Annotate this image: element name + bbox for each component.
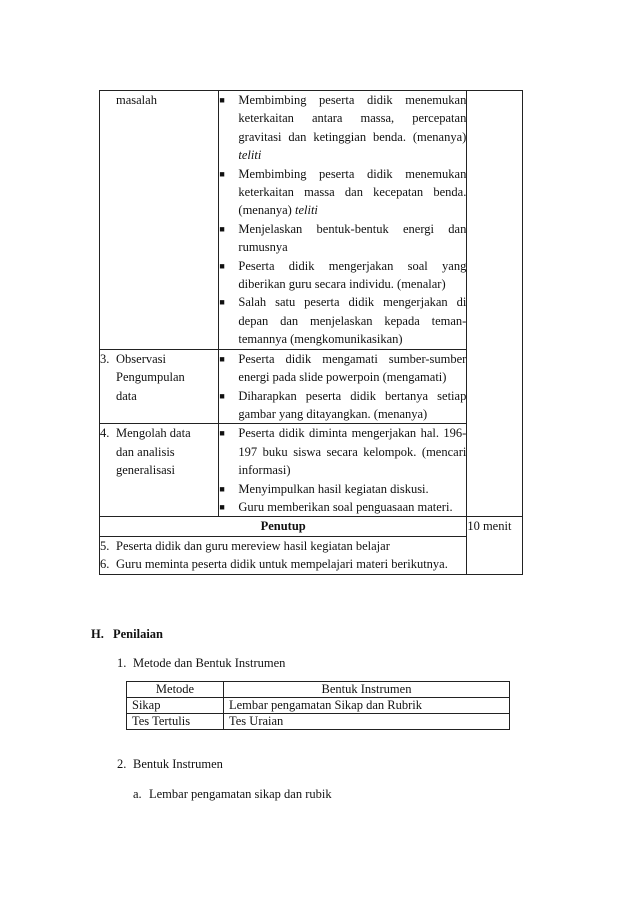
square-bullet-icon: ■ <box>219 390 225 401</box>
square-bullet-icon: ■ <box>219 168 225 179</box>
table-row-masalah <box>100 91 523 350</box>
stage-label: Observasi Pengumpulan data <box>116 351 185 403</box>
table-header-row <box>127 682 510 698</box>
table-row-mengolah-data <box>100 424 523 517</box>
table-cell: Tes Tertulis <box>127 714 224 730</box>
square-bullet-icon: ■ <box>219 297 225 308</box>
table-row <box>127 698 510 714</box>
square-bullet-icon: ■ <box>219 483 225 494</box>
activity-item: ■ Guru memberikan soal penguasaan materi. <box>219 498 466 516</box>
activities-cell <box>219 349 467 424</box>
column-header: Metode <box>127 682 224 698</box>
activities-cell <box>219 424 467 517</box>
square-bullet-icon: ■ <box>219 95 225 105</box>
stage-cell <box>100 91 219 350</box>
closing-item: 6. Guru meminta peserta didik untuk mempelajari materi berikutnya. <box>100 557 448 572</box>
stage-cell: 4. Mengolah data dan analisis generalisasi <box>100 424 219 517</box>
penutup-time: 10 menit <box>467 517 523 574</box>
square-bullet-icon: ■ <box>219 428 225 439</box>
activity-item: ■ Diharapkan peserta didik bertanya setiap gambar yang ditayangkan. (menanya) <box>219 387 466 424</box>
activity-item: ■ Peserta didik mengerjakan soal yang diberikan guru secara individu. (menalar) <box>219 257 466 294</box>
square-bullet-icon: ■ <box>219 223 225 234</box>
instrument-table <box>126 681 510 730</box>
activity-item: ■ Peserta didik mengamati sumber-sumber energi pada slide powerpoin (mengamati) <box>219 350 466 387</box>
square-bullet-icon: ■ <box>219 501 225 512</box>
table-cell: Tes Uraian <box>224 714 510 730</box>
square-bullet-icon: ■ <box>219 260 225 271</box>
subheading-lembar: a. Lembar pengamatan sikap dan rubik <box>133 787 332 801</box>
activities-cell <box>219 91 467 350</box>
activity-item: ■ Salah satu peserta didik mengerjakan di depan dan menjelaskan kepada teman-temannya (mengkomunikasikan) <box>219 293 466 348</box>
activity-item: ■ Peserta didik diminta mengerjakan hal. 196-197 buku siswa secara kelompok. (mencari informasi) <box>219 424 466 479</box>
square-bullet-icon: ■ <box>219 353 225 364</box>
section-heading: H. Penilaian <box>91 627 164 641</box>
table-cell: Lembar pengamatan Sikap dan Rubrik <box>224 698 510 714</box>
table-row-penutup-header <box>100 517 523 536</box>
column-header: Bentuk Instrumen <box>224 682 510 698</box>
stage-label: masalah <box>116 93 157 107</box>
time-cell-empty <box>467 91 523 517</box>
activity-item: ■ Menyimpulkan hasil kegiatan diskusi. <box>219 480 466 498</box>
table-cell: Sikap <box>127 698 224 714</box>
activity-item: ■ Menjelaskan bentuk-bentuk energi dan rumusnya <box>219 220 466 257</box>
subheading-bentuk: 2. Bentuk Instrumen <box>117 757 223 771</box>
activity-item: ■ Membimbing peserta didik menemukan keterkaitan massa dan kecepatan benda. (menanya) teliti <box>219 165 466 220</box>
activity-item: ■ Membimbing peserta didik menemukan keterkaitan antara massa, percepatan gravitasi dan ketinggian benda. (menanya) teliti <box>219 91 466 165</box>
lesson-activity-table <box>99 90 523 575</box>
table-row <box>127 714 510 730</box>
stage-label: Mengolah data dan analisis generalisasi <box>116 426 191 478</box>
table-row-observasi <box>100 349 523 424</box>
closing-activities <box>100 536 467 574</box>
stage-cell: 3. Observasi Pengumpulan data <box>100 349 219 424</box>
subheading-metode: 1. Metode dan Bentuk Instrumen <box>117 656 286 670</box>
penutup-header: Penutup <box>100 517 467 536</box>
table-row-penutup <box>100 536 523 574</box>
closing-item: 5. Peserta didik dan guru mereview hasil kegiatan belajar <box>100 538 390 553</box>
